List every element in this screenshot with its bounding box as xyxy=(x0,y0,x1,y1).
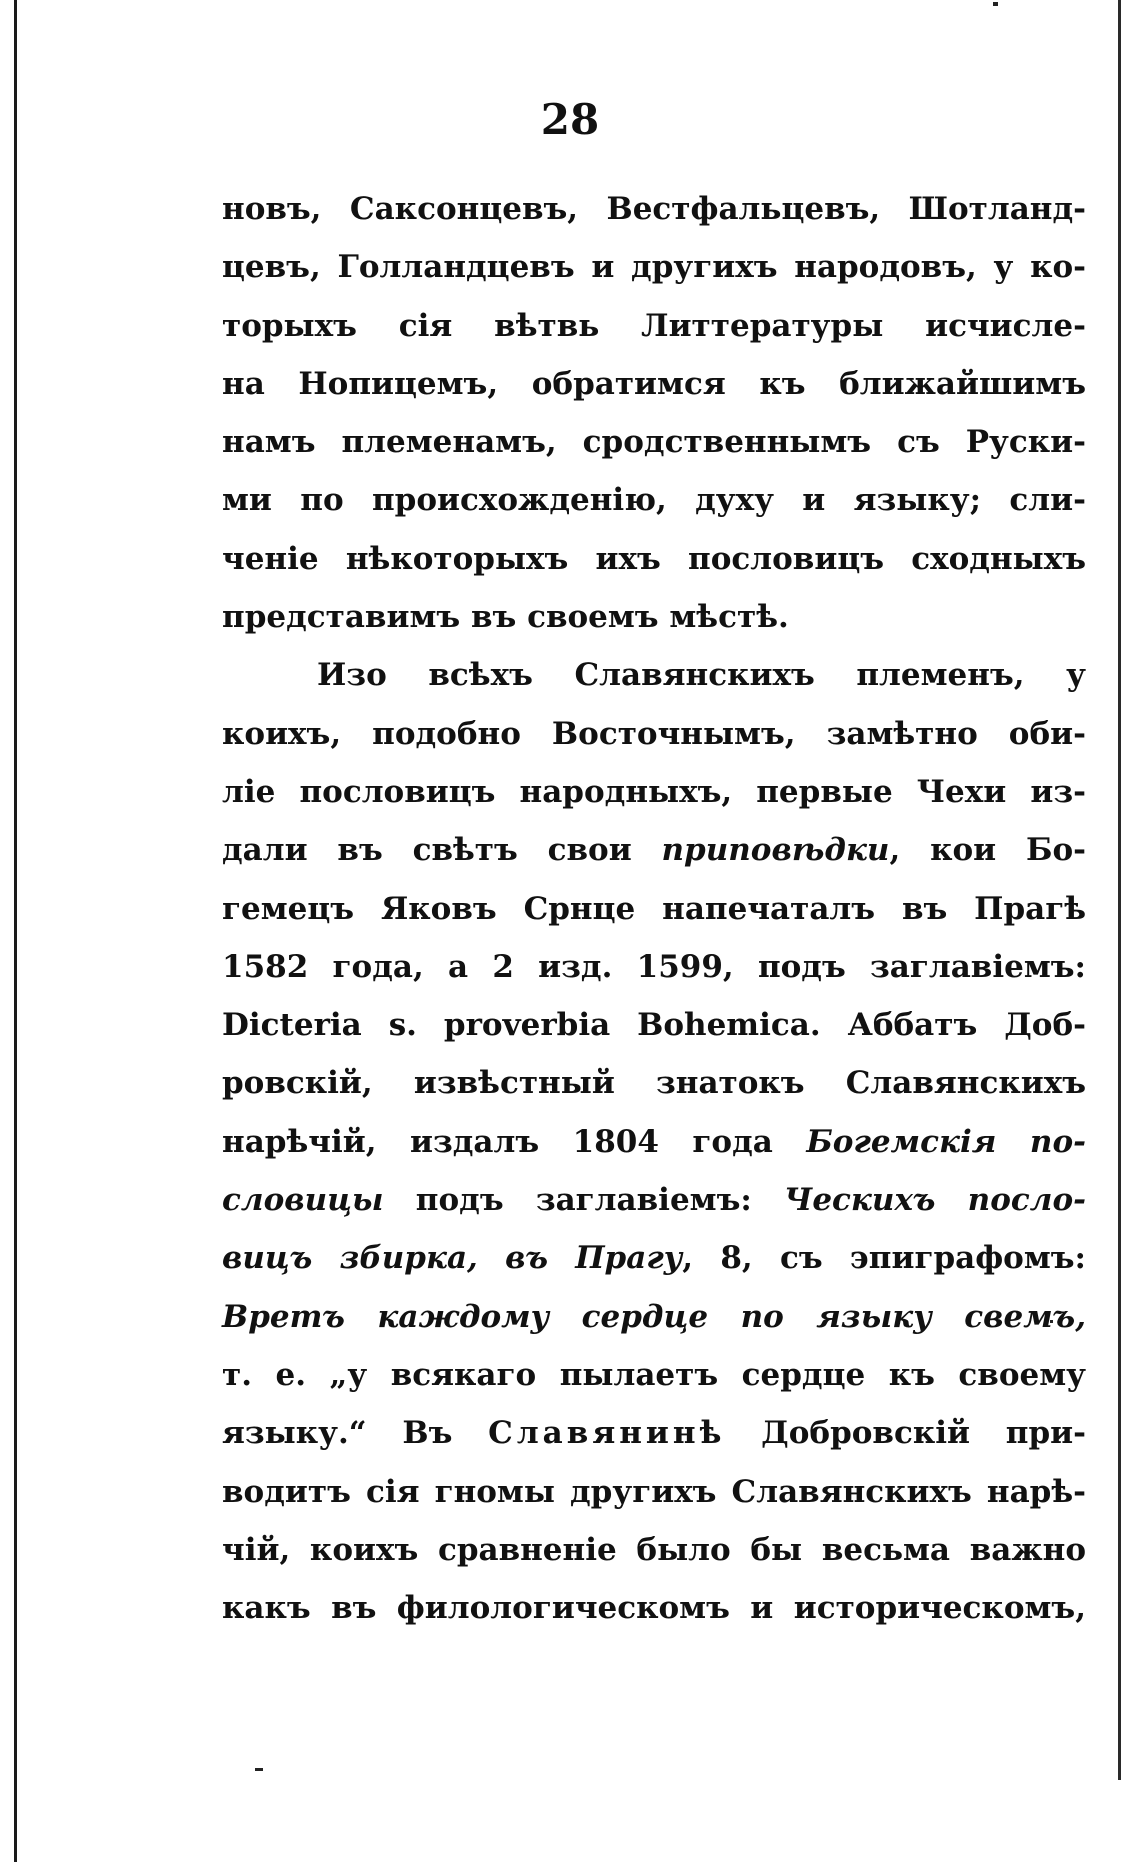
scan-speck xyxy=(993,2,998,6)
italic-text-segment: Вретъ каждому сердце по языку свемъ, xyxy=(222,1298,1086,1335)
scan-left-edge xyxy=(14,0,17,1862)
text-segment: намъ племенамъ, сродственнымъ съ Руски- xyxy=(222,424,1086,461)
text-line xyxy=(222,588,1086,646)
text-line xyxy=(222,1463,1086,1521)
text-line xyxy=(222,1171,1086,1229)
text-line xyxy=(222,297,1086,355)
text-segment: ченіе нѣкоторыхъ ихъ пословицъ сходныхъ xyxy=(222,540,1086,577)
text-segment: гемецъ Яковъ Срнце напечаталъ въ Прагѣ xyxy=(222,890,1086,927)
page-text xyxy=(222,180,1086,1637)
italic-text-segment: вицъ збирка, въ Прагу xyxy=(222,1240,683,1277)
text-segment: представимъ въ своемъ мѣстѣ. xyxy=(222,599,789,636)
text-segment: какъ въ филологическомъ и историческомъ, xyxy=(222,1590,1086,1627)
text-line xyxy=(222,180,1086,238)
text-line xyxy=(222,821,1086,879)
text-line xyxy=(222,880,1086,938)
text-line xyxy=(222,471,1086,529)
text-segment: языку.“ Въ xyxy=(222,1415,489,1452)
text-line xyxy=(222,996,1086,1054)
italic-text-segment: приповѣдки xyxy=(661,832,890,869)
scan-speck xyxy=(255,1768,263,1771)
text-segment: Изо всѣхъ Славянскихъ племенъ, у xyxy=(317,657,1086,694)
italic-text-segment: Ческихъ посло- xyxy=(784,1182,1087,1219)
text-segment: 1582 года, а 2 изд. 1599, подъ заглавіемъ: xyxy=(222,948,1086,985)
text-segment: Dicteria s. proverbia Bohemica. Аббатъ Доб- xyxy=(222,1007,1086,1044)
text-line xyxy=(222,1113,1086,1171)
text-segment: Славянинѣ xyxy=(488,1415,726,1452)
text-line xyxy=(222,1229,1086,1287)
text-segment: дали въ свѣтъ свои xyxy=(222,832,662,869)
text-segment: водитъ сія гномы другихъ Славянскихъ нарѣ- xyxy=(222,1473,1086,1510)
text-line xyxy=(222,1579,1086,1637)
text-line xyxy=(222,238,1086,296)
text-line xyxy=(222,1404,1086,1462)
text-segment: на Нопицемъ, обратимся къ ближайшимъ xyxy=(222,365,1086,402)
italic-text-segment: словицы xyxy=(222,1182,384,1219)
text-line xyxy=(222,1054,1086,1112)
text-segment: нарѣчій, издалъ 1804 года xyxy=(222,1123,807,1160)
text-line xyxy=(222,646,1086,704)
text-segment: Добровскій при- xyxy=(725,1415,1087,1452)
text-line xyxy=(222,355,1086,413)
text-segment: коихъ, подобно Восточнымъ, замѣтно оби- xyxy=(222,715,1086,752)
text-segment: , кои Бо- xyxy=(889,832,1087,869)
text-line xyxy=(222,1521,1086,1579)
text-segment: , 8, съ эпиграфомъ: xyxy=(682,1240,1086,1277)
text-line xyxy=(222,413,1086,471)
text-segment: новъ, Саксонцевъ, Вестфальцевъ, Шотланд- xyxy=(222,191,1086,227)
text-line xyxy=(222,705,1086,763)
scan-right-edge xyxy=(1118,0,1121,1780)
text-line xyxy=(222,938,1086,996)
text-line xyxy=(222,1346,1086,1404)
text-segment: торыхъ сія вѣтвь Литтературы исчисле- xyxy=(222,307,1086,344)
page-number: 28 xyxy=(540,95,600,144)
text-line xyxy=(222,1288,1086,1346)
text-segment: ровскій, извѣстный знатокъ Славянскихъ xyxy=(222,1065,1086,1102)
text-segment: цевъ, Голландцевъ и другихъ народовъ, у ко- xyxy=(222,249,1086,286)
text-segment: ліе пословицъ народныхъ, первые Чехи из- xyxy=(222,773,1086,810)
italic-text-segment: Богемскія по- xyxy=(806,1123,1086,1160)
text-line xyxy=(222,763,1086,821)
text-segment: подъ заглавіемъ: xyxy=(383,1182,785,1219)
text-line xyxy=(222,530,1086,588)
text-segment: чій, коихъ сравненіе было бы весьма важно xyxy=(222,1531,1086,1568)
text-segment: т. е. „у всякаго пылаетъ сердце къ своему xyxy=(222,1356,1086,1393)
text-segment: ми по происхожденію, духу и языку; сли- xyxy=(222,482,1086,519)
